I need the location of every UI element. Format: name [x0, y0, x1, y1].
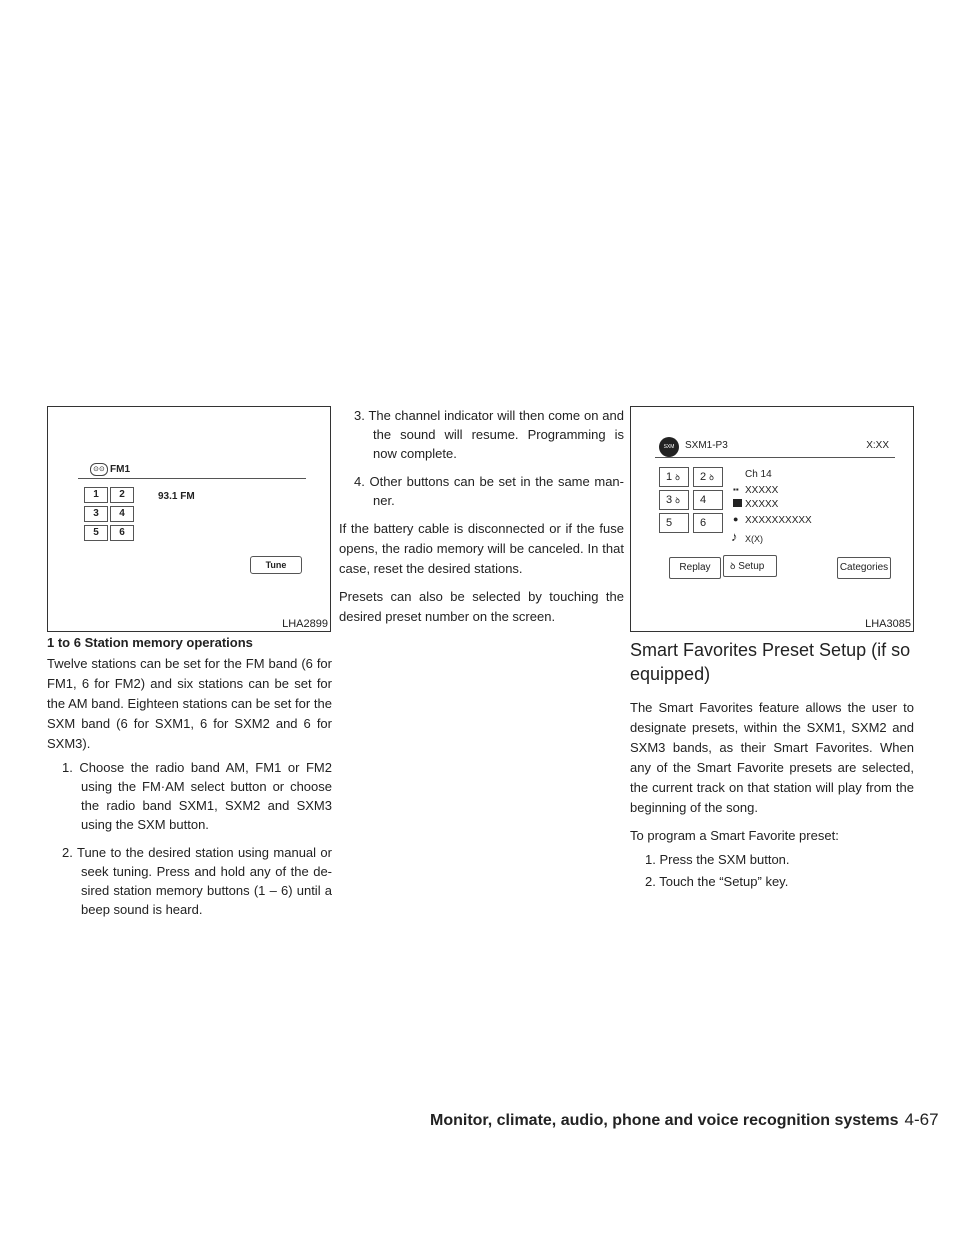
frequency-display: 93.1 FM — [158, 491, 195, 502]
smart-favorite-icon: ꝺ — [675, 473, 680, 482]
left-column — [47, 634, 332, 928]
intro-paragraph: Twelve stations can be set for the FM band (6 for FM1, 6 for FM2) and six stations can be set for the AM band. Eighteen stations can be set for the SXM band (6 for SXM1, 6 for SXM2 and 6 for SXM3). — [47, 656, 332, 751]
preset-button-5[interactable]: 5 — [659, 513, 689, 533]
figure-label: LHA2899 — [278, 617, 330, 631]
step-2: 2. Tune to the desired station using manual or seek tuning. Press and hold any of the de-sired station memory buttons (1 – 6) until a beep sound is heard. — [62, 845, 332, 917]
fm-screen — [78, 461, 306, 597]
preset-button-2[interactable]: 2 — [110, 487, 134, 503]
preset-button-1[interactable]: 1 — [84, 487, 108, 503]
smart-favorite-icon: ꝺ — [675, 496, 680, 505]
presets-paragraph: Presets can also be selected by touching the desired preset number on the screen. — [339, 589, 624, 624]
artist-icon: ● — [733, 514, 739, 524]
artist-name: XXXXXXXXXX — [745, 515, 812, 526]
music-note-icon: ♪ — [731, 529, 738, 544]
figure-sxm-screen — [630, 406, 914, 632]
fm-divider — [78, 478, 306, 479]
replay-button[interactable]: Replay — [669, 557, 721, 579]
middle-column — [339, 406, 624, 627]
preset-button-3[interactable]: 3 — [84, 506, 108, 522]
channel-name-icon: ▪▪ — [733, 485, 739, 494]
category-icon — [733, 499, 742, 507]
song-title: X(X) — [745, 534, 763, 544]
setup-button[interactable]: ꝺ Setup — [723, 555, 777, 577]
sxm-logo-icon: SXM — [659, 437, 679, 457]
page-footer — [430, 1110, 939, 1130]
section-heading: Smart Favorites Preset Setup (if so equipped) — [630, 640, 911, 684]
preset-button-4[interactable]: 4 — [110, 506, 134, 522]
footer-section-title: Monitor, climate, audio, phone and voice recognition systems — [430, 1112, 899, 1129]
preset-button-5[interactable]: 5 — [84, 525, 108, 541]
tune-button[interactable]: Tune — [250, 556, 302, 574]
channel-number: Ch 14 — [745, 469, 772, 480]
right-column — [630, 638, 914, 900]
smart-favorites-paragraph: The Smart Favorites feature allows the user to designate presets, within the SXM1, SXM2 and SXM3 bands, as their Smart Favorites. When any of the Smart Favorite presets are selected, the current track on that station will play from the beginning of the song. — [630, 700, 914, 815]
figure-label: LHA3085 — [861, 617, 913, 631]
sxm-divider — [655, 457, 895, 458]
step-1: 1. Choose the radio band AM, FM1 or FM2 using the FM·AM select button or choose the radio band SXM1, SXM2 and SXM3 using the SXM button. — [62, 760, 332, 832]
preset-button-6[interactable]: 6 — [110, 525, 134, 541]
step-1: 1. Press the SXM button. — [645, 852, 790, 867]
preset-button-4[interactable]: 4 — [693, 490, 723, 510]
preset-button-2[interactable]: 2 ꝺ — [693, 467, 723, 487]
categories-button[interactable]: Categories — [837, 557, 891, 579]
step-3: 3. The channel indicator will then come on and the sound will resume. Programming is now complete. — [354, 408, 624, 461]
smart-favorite-icon: ꝺ — [730, 561, 736, 571]
program-paragraph: To program a Smart Favorite preset: — [630, 828, 839, 843]
preset-button-1[interactable]: 1 ꝺ — [659, 467, 689, 487]
smart-favorite-icon: ꝺ — [709, 473, 714, 482]
step-4: 4. Other buttons can be set in the same man-ner. — [354, 474, 624, 508]
figure-fm-screen — [47, 406, 331, 632]
category-name: XXXXX — [745, 499, 779, 510]
step-2: 2. Touch the “Setup” key. — [645, 874, 789, 889]
page-number: 4-67 — [904, 1110, 939, 1129]
channel-title: SXM1-P3 — [685, 440, 728, 451]
radio-icon: ⊙⊙ — [90, 463, 108, 476]
clock: X:XX — [866, 440, 889, 451]
preset-button-3[interactable]: 3 ꝺ — [659, 490, 689, 510]
sxm-screen — [655, 433, 895, 593]
band-label: FM1 — [110, 464, 130, 475]
battery-paragraph: If the battery cable is disconnected or if the fuse opens, the radio memory will be canceled. In that case, reset the desired stations. — [339, 521, 624, 576]
channel-name: XXXXX — [745, 485, 779, 496]
section-heading: 1 to 6 Station memory operations — [47, 635, 253, 650]
preset-button-6[interactable]: 6 — [693, 513, 723, 533]
